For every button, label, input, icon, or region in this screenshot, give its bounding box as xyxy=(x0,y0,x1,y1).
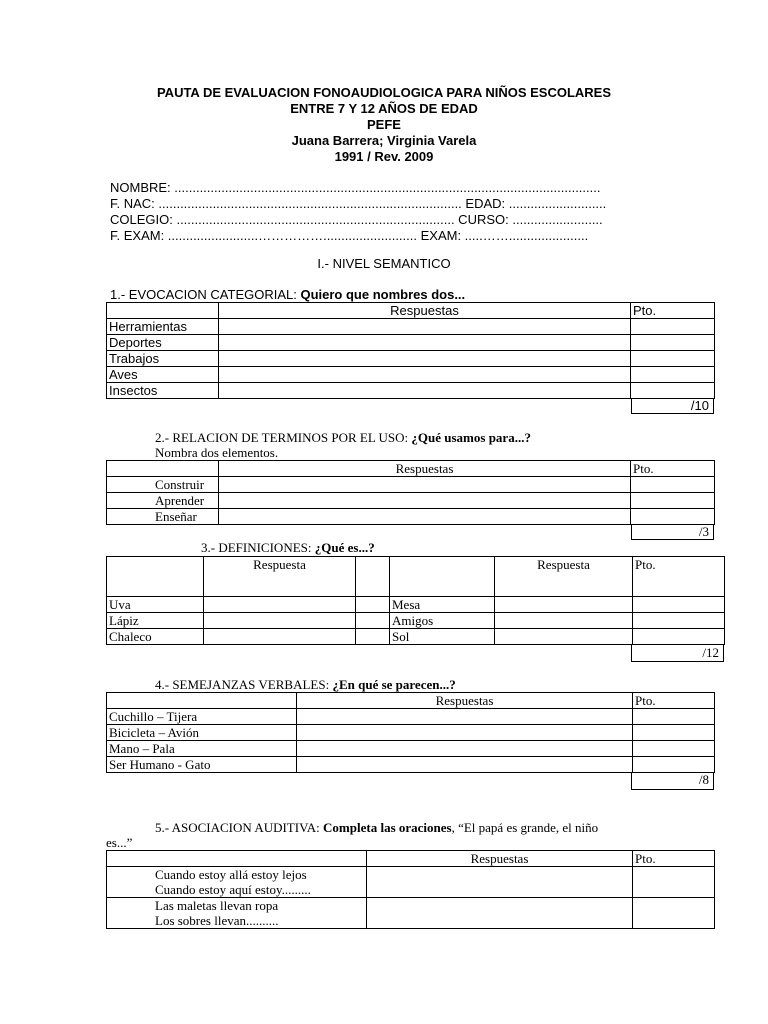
table-row: Mano – Pala xyxy=(107,741,715,757)
s1-table xyxy=(106,302,715,399)
col-pto: Pto. xyxy=(631,303,715,319)
table-row: Deportes xyxy=(107,335,715,351)
s2-prompt: ¿Qué usamos para...? xyxy=(411,430,531,445)
field-fexam-exam[interactable]: F. EXAM: .........................…………….......................... EXAM: .....……...................... xyxy=(110,228,589,243)
table-row: Enseñar xyxy=(107,509,715,525)
s3-table xyxy=(106,556,725,645)
table-header-row xyxy=(107,461,715,477)
s2-score-box[interactable]: /3 xyxy=(631,524,714,540)
col-respuesta-left: Respuesta xyxy=(204,557,356,597)
section-title: I.- NIVEL SEMANTICO xyxy=(317,256,451,271)
table-row: Lápiz Amigos xyxy=(107,613,725,629)
table-row: Aves xyxy=(107,367,715,383)
header-title: PAUTA DE EVALUACION FONOAUDIOLOGICA PARA NIÑOS ESCOLARES xyxy=(156,85,612,100)
s3-heading: 3.- DEFINICIONES: ¿Qué es...? xyxy=(201,540,375,555)
table-header-row xyxy=(107,851,715,867)
table-row: Cuando estoy allá estoy lejos Cuando estoy aquí estoy......... xyxy=(107,867,715,898)
table-row: Las maletas llevan ropa Los sobres llevan.......... xyxy=(107,898,715,929)
table-row: Trabajos xyxy=(107,351,715,367)
field-nombre[interactable]: NOMBRE: ...................................................................................................................... xyxy=(110,180,601,195)
table-row: Ser Humano - Gato xyxy=(107,757,715,773)
table-row: Aprender xyxy=(107,493,715,509)
s1-prompt: Quiero que nombres dos... xyxy=(300,287,466,302)
table-header-row xyxy=(107,693,715,709)
s5-heading: 5.- ASOCIACION AUDITIVA: Completa las oraciones, “El papá es grande, el niño xyxy=(155,820,599,835)
s1-score-box[interactable]: /10 xyxy=(631,398,714,414)
s5-table xyxy=(106,850,715,929)
header-authors: Juana Barrera; Virginia Varela xyxy=(291,133,477,148)
s5-prompt: Completa las oraciones xyxy=(323,820,452,835)
col-pto: Pto. xyxy=(633,693,715,709)
col-respuestas: Respuestas xyxy=(219,461,631,477)
s3-score-box[interactable]: /12 xyxy=(631,645,724,662)
s4-heading: 4.- SEMEJANZAS VERBALES: ¿En qué se parecen...? xyxy=(155,677,456,692)
s2-table xyxy=(106,460,715,525)
s4-score-box[interactable]: /8 xyxy=(631,772,714,790)
table-row: Cuchillo – Tijera xyxy=(107,709,715,725)
field-fnac-edad[interactable]: F. NAC: .................................................................................... EDAD: ........................... xyxy=(110,196,607,211)
col-respuesta-right: Respuesta xyxy=(495,557,633,597)
s4-prompt: ¿En qué se parecen...? xyxy=(332,677,456,692)
col-respuestas: Respuestas xyxy=(219,303,631,319)
table-row: Chaleco Sol xyxy=(107,629,725,645)
s4-table xyxy=(106,692,715,773)
field-colegio-curso[interactable]: COLEGIO: ............................................................................. CURSO: ......................... xyxy=(110,212,603,227)
header-age-range: ENTRE 7 Y 12 AÑOS DE EDAD xyxy=(290,101,478,116)
s1-heading: 1.- EVOCACION CATEGORIAL: Quiero que nombres dos... xyxy=(110,287,466,302)
table-row: Herramientas xyxy=(107,319,715,335)
col-respuestas: Respuestas xyxy=(367,851,633,867)
col-respuestas: Respuestas xyxy=(297,693,633,709)
s2-heading: 2.- RELACION DE TERMINOS POR EL USO: ¿Qué usamos para...? xyxy=(155,430,531,445)
header-acronym: PEFE xyxy=(367,117,401,132)
table-header-row xyxy=(107,303,715,319)
table-row: Bicicleta – Avión xyxy=(107,725,715,741)
header-year: 1991 / Rev. 2009 xyxy=(334,149,434,164)
col-pto: Pto. xyxy=(633,557,725,597)
document-header xyxy=(0,85,768,165)
col-pto: Pto. xyxy=(631,461,715,477)
s2-instruction: Nombra dos elementos. xyxy=(155,445,279,460)
table-row: Insectos xyxy=(107,383,715,399)
s5-heading-cont: es...” xyxy=(106,835,133,850)
table-row: Uva Mesa xyxy=(107,597,725,613)
table-header-row xyxy=(107,557,725,597)
table-row: Construir xyxy=(107,477,715,493)
col-pto: Pto. xyxy=(633,851,715,867)
s3-prompt: ¿Qué es...? xyxy=(314,540,375,555)
